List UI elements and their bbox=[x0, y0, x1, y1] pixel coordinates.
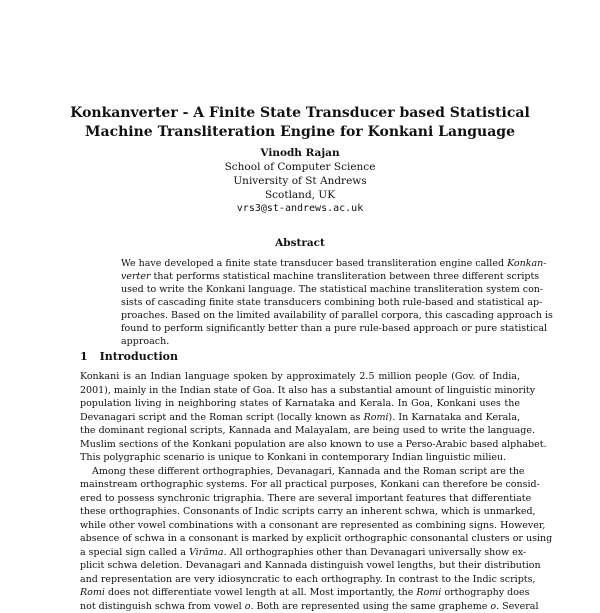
text-line: Konkani is an Indian language spoken by approximately 2.5 million people (Gov. of India, bbox=[80, 370, 520, 384]
text-line: the dominant regional scripts, Kannada and Malayalam, are being used to write the language. bbox=[80, 424, 520, 438]
section-number: 1 bbox=[80, 350, 88, 363]
abstract-line: used to write the Konkani language. The statistical machine transliteration system con- bbox=[121, 283, 480, 296]
author-name: Vinodh Rajan bbox=[150, 146, 450, 160]
author-affiliation: University of St Andrews bbox=[150, 174, 450, 188]
paper-title bbox=[60, 104, 540, 142]
author-block bbox=[150, 146, 450, 216]
abstract-heading: Abstract bbox=[150, 237, 450, 249]
text-line: population living in neighboring states of Karnataka and Kerala. In Goa, Konkani uses the bbox=[80, 397, 520, 411]
abstract-line: sists of cascading finite state transducers combining both rule-based and statistical ap- bbox=[121, 296, 480, 309]
author-location: Scotland, UK bbox=[150, 188, 450, 202]
text-line: Among these different orthographies, Devanagari, Kannada and the Roman script are the bbox=[80, 465, 520, 479]
section-body bbox=[80, 370, 520, 613]
title-line: Machine Transliteration Engine for Konkani Language bbox=[60, 123, 540, 142]
abstract-line: approach. bbox=[121, 335, 480, 348]
paragraph bbox=[80, 370, 520, 465]
abstract-body bbox=[121, 257, 480, 348]
title-line: Konkanverter - A Finite State Transducer based Statistical bbox=[60, 104, 540, 123]
abstract-line: found to perform significantly better than a pure rule-based approach or pure statistical bbox=[121, 322, 480, 335]
text-line: Devanagari script and the Roman script (locally known as Romi). In Karnataka and Kerala, bbox=[80, 411, 520, 425]
abstract-line: verter that performs statistical machine transliteration between three different scripts bbox=[121, 270, 480, 283]
section-heading bbox=[80, 350, 178, 363]
paragraph bbox=[80, 465, 520, 613]
text-line: these orthographies. Consonants of Indic scripts carry an inherent schwa, which is unmarked, bbox=[80, 505, 520, 519]
text-line: This polygraphic scenario is unique to Konkani in contemporary Indian linguistic milieu. bbox=[80, 451, 520, 465]
abstract-line: We have developed a finite state transducer based transliteration engine called Konkan- bbox=[121, 257, 480, 270]
abstract-line: proaches. Based on the limited availability of parallel corpora, this cascading approach is bbox=[121, 309, 480, 322]
text-line: Romi does not differentiate vowel length at all. Most importantly, the Romi orthography does bbox=[80, 586, 520, 600]
author-email: vrs3@st-andrews.ac.uk bbox=[150, 202, 450, 216]
text-line: a special sign called a Virāma. All orthographies other than Devanagari universally show ex- bbox=[80, 546, 520, 560]
text-line: mainstream orthographic systems. For all practical purposes, Konkani can therefore be consid- bbox=[80, 478, 520, 492]
author-affiliation: School of Computer Science bbox=[150, 160, 450, 174]
text-line: Muslim sections of the Konkani population are also known to use a Perso-Arabic based alphabet. bbox=[80, 438, 520, 452]
text-line: while other vowel combinations with a consonant are represented as combining signs. However, bbox=[80, 519, 520, 533]
text-line: not distinguish schwa from vowel o. Both are represented using the same grapheme o. Several bbox=[80, 600, 520, 613]
text-line: ered to possess synchronic trigraphia. There are several important features that differentiate bbox=[80, 492, 520, 506]
text-line: and representation are very idiosyncratic to each orthography. In contrast to the Indic scripts, bbox=[80, 573, 520, 587]
text-line: plicit schwa deletion. Devanagari and Kannada distinguish vowel lengths, but their distribution bbox=[80, 559, 520, 573]
text-line: 2001), mainly in the Indian state of Goa. It also has a substantial amount of linguistic minority bbox=[80, 384, 520, 398]
section-title: Introduction bbox=[100, 350, 178, 363]
text-line: absence of schwa in a consonant is marked by explicit orthographic consonantal clusters or using bbox=[80, 532, 520, 546]
